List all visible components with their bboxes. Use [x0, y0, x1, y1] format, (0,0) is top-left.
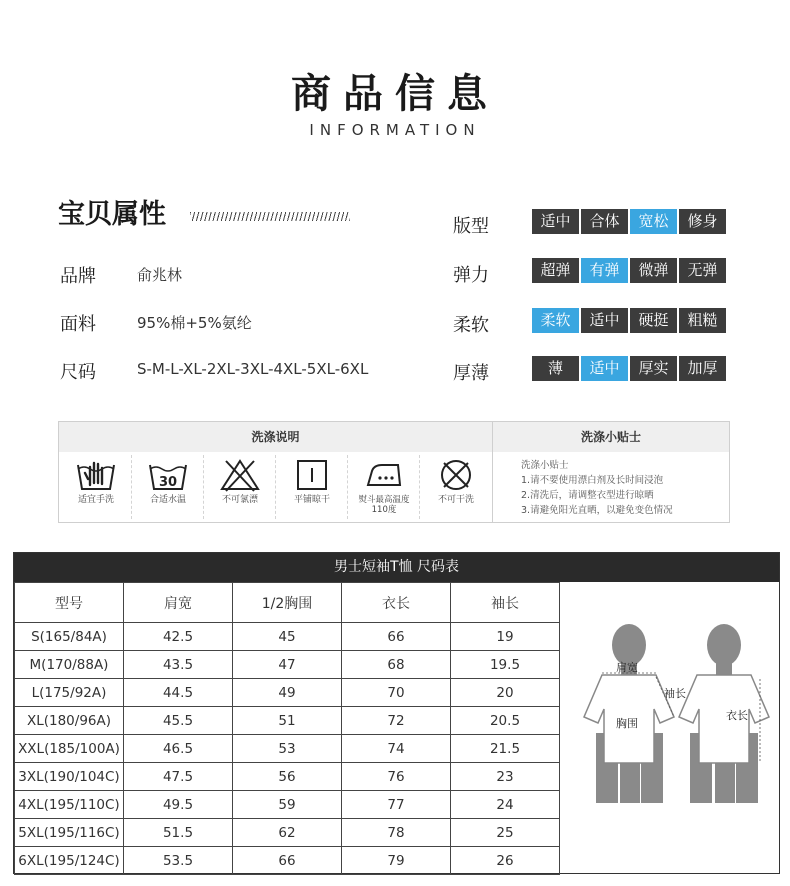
table-cell: 76 — [342, 763, 451, 791]
elasticity-option-selected: 有弹 — [581, 258, 628, 283]
softness-option: 粗糙 — [679, 308, 726, 333]
elasticity-options — [532, 258, 726, 283]
attributes-title: 宝贝属性 — [58, 199, 166, 230]
table-row — [15, 791, 560, 819]
thickness-options — [532, 356, 726, 381]
table-cell: 3XL(190/104C) — [15, 763, 124, 791]
table-cell: 56 — [233, 763, 342, 791]
softness-option: 适中 — [581, 308, 628, 333]
table-cell: 21.5 — [451, 735, 560, 763]
table-cell: 59 — [233, 791, 342, 819]
table-cell: 79 — [342, 847, 451, 875]
table-cell: 77 — [342, 791, 451, 819]
column-header: 型号 — [15, 583, 124, 623]
table-cell: 47 — [233, 651, 342, 679]
fabric-value: 95%棉+5%氨纶 — [137, 314, 252, 332]
softness-options — [532, 308, 726, 333]
length-label: 衣长 — [726, 710, 748, 722]
table-row — [15, 707, 560, 735]
table-cell: 25 — [451, 819, 560, 847]
wash-label: 不可氯漂 — [221, 495, 258, 505]
hand-wash-icon — [74, 457, 118, 493]
elasticity-option: 无弹 — [679, 258, 726, 283]
wash-label: 不可干洗 — [437, 495, 474, 505]
table-cell: 72 — [342, 707, 451, 735]
softness-option-selected: 柔软 — [532, 308, 579, 333]
table-cell: 62 — [233, 819, 342, 847]
size-chart — [13, 552, 780, 874]
tshirt-size-figure — [574, 613, 774, 813]
table-cell: 46.5 — [124, 735, 233, 763]
size-label: 尺码 — [60, 362, 96, 383]
flat-dry-icon — [290, 457, 334, 493]
table-cell: 19.5 — [451, 651, 560, 679]
brand-label: 品牌 — [60, 266, 96, 287]
wash-item — [61, 455, 132, 519]
tip-line: 洗涤小贴士 — [521, 460, 569, 471]
table-row — [15, 735, 560, 763]
no-bleach-icon — [218, 457, 262, 493]
tip-line: 3.请避免阳光直晒，以避免变色情况 — [521, 505, 673, 516]
table-row — [15, 763, 560, 791]
table-cell: 44.5 — [124, 679, 233, 707]
size-table — [14, 582, 560, 875]
table-cell: 43.5 — [124, 651, 233, 679]
page-subtitle: INFORMATION — [309, 121, 481, 139]
chest-label: 胸围 — [616, 718, 638, 730]
column-header: 1/2胸围 — [233, 583, 342, 623]
fit-label: 版型 — [453, 216, 489, 237]
tip-line: 2.清洗后，请调整衣型进行晾晒 — [521, 490, 654, 501]
table-cell: 51.5 — [124, 819, 233, 847]
table-cell: 42.5 — [124, 623, 233, 651]
table-row — [15, 847, 560, 875]
table-cell: 66 — [233, 847, 342, 875]
size-value: S-M-L-XL-2XL-3XL-4XL-5XL-6XL — [137, 360, 369, 378]
wash-item — [421, 455, 491, 519]
elasticity-label: 弹力 — [453, 265, 489, 286]
sleeve-label: 袖长 — [664, 688, 686, 700]
table-cell: 45.5 — [124, 707, 233, 735]
wash-divider — [492, 422, 493, 522]
softness-option: 硬挺 — [630, 308, 677, 333]
wash-temp-text: 30 — [158, 475, 178, 490]
table-cell: 20 — [451, 679, 560, 707]
wash-title: 洗涤说明 — [59, 422, 492, 452]
table-cell: 51 — [233, 707, 342, 735]
thickness-option: 厚实 — [630, 356, 677, 381]
table-cell: 53.5 — [124, 847, 233, 875]
column-header: 衣长 — [342, 583, 451, 623]
column-header: 肩宽 — [124, 583, 233, 623]
table-cell: 4XL(195/110C) — [15, 791, 124, 819]
brand-value: 俞兆林 — [137, 266, 183, 284]
wash-label: 适宜手洗 — [77, 495, 114, 505]
table-cell: 6XL(195/124C) — [15, 847, 124, 875]
fabric-label: 面料 — [60, 314, 96, 335]
elasticity-option: 超弹 — [532, 258, 579, 283]
table-cell: 49 — [233, 679, 342, 707]
fit-options — [532, 209, 726, 234]
size-chart-title: 男士短袖T恤 尺码表 — [14, 553, 779, 582]
table-cell: 24 — [451, 791, 560, 819]
wash-30-icon — [146, 457, 190, 493]
table-cell: XXL(185/100A) — [15, 735, 124, 763]
table-cell: L(175/92A) — [15, 679, 124, 707]
wash-item — [349, 455, 420, 519]
table-cell: M(170/88A) — [15, 651, 124, 679]
tips-title: 洗涤小贴士 — [493, 422, 729, 452]
table-cell: 5XL(195/116C) — [15, 819, 124, 847]
table-row — [15, 651, 560, 679]
wash-item — [277, 455, 348, 519]
table-cell: 49.5 — [124, 791, 233, 819]
table-cell: 66 — [342, 623, 451, 651]
wash-label: 熨斗最高温度110度 — [358, 495, 410, 515]
iron-icon — [362, 457, 406, 493]
table-row — [15, 623, 560, 651]
table-row — [15, 819, 560, 847]
thickness-option: 薄 — [532, 356, 579, 381]
table-row — [15, 679, 560, 707]
no-dry-clean-icon — [434, 457, 478, 493]
wash-item — [205, 455, 276, 519]
page-title: 商品信息 — [291, 71, 499, 117]
table-cell: 23 — [451, 763, 560, 791]
table-cell: 20.5 — [451, 707, 560, 735]
tip-line: 1.请不要使用漂白剂及长时间浸泡 — [521, 475, 664, 486]
fit-option: 修身 — [679, 209, 726, 234]
wash-label: 合适水温 — [149, 495, 186, 505]
table-cell: 45 — [233, 623, 342, 651]
softness-label: 柔软 — [453, 315, 489, 336]
fit-option-selected: 宽松 — [630, 209, 677, 234]
table-header-row — [15, 583, 560, 623]
fit-option: 合体 — [581, 209, 628, 234]
thickness-option: 加厚 — [679, 356, 726, 381]
table-cell: 78 — [342, 819, 451, 847]
table-cell: 19 — [451, 623, 560, 651]
thickness-option-selected: 适中 — [581, 356, 628, 381]
wash-tips — [521, 458, 673, 518]
fit-option: 适中 — [532, 209, 579, 234]
column-header: 袖长 — [451, 583, 560, 623]
wash-label: 平铺晾干 — [293, 495, 330, 505]
table-cell: 68 — [342, 651, 451, 679]
table-cell: 26 — [451, 847, 560, 875]
wash-instructions-panel — [58, 421, 730, 523]
wash-item — [133, 455, 204, 519]
shoulder-label: 肩宽 — [616, 662, 638, 674]
hatch-decoration — [190, 212, 350, 221]
table-cell: XL(180/96A) — [15, 707, 124, 735]
table-cell: 74 — [342, 735, 451, 763]
elasticity-option: 微弹 — [630, 258, 677, 283]
thickness-label: 厚薄 — [453, 363, 489, 384]
table-cell: 53 — [233, 735, 342, 763]
table-cell: 47.5 — [124, 763, 233, 791]
table-cell: 70 — [342, 679, 451, 707]
table-cell: S(165/84A) — [15, 623, 124, 651]
